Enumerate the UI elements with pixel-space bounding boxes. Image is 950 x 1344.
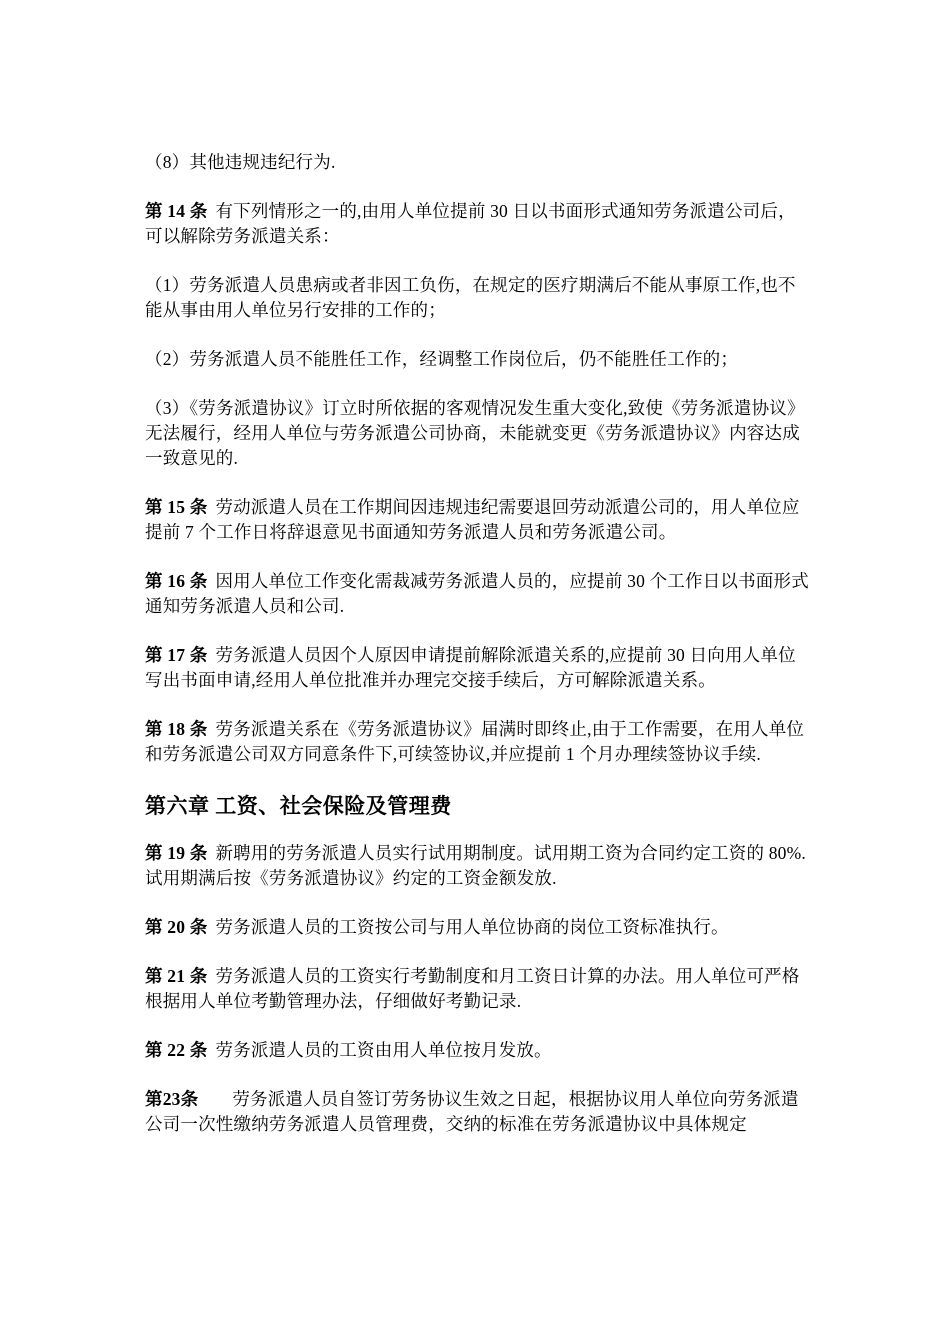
article-20: [145, 915, 813, 940]
article-14: [145, 199, 813, 249]
article-15: [145, 495, 813, 545]
list-item: （2）劳务派遣人员不能胜任工作，经调整工作岗位后，仍不能胜任工作的；: [145, 349, 739, 369]
article-21: [145, 964, 813, 1014]
article-number: 第 17 条: [145, 645, 208, 665]
article-text: 劳动派遣人员在工作期间因违规违纪需要退回劳动派遣公司的，用人单位应提前 7 个工作日将辞退意见书面通知劳务派遣人员和劳务派遣公司。: [145, 497, 800, 542]
article-number: 第 16 条: [145, 571, 208, 591]
article-text: 劳务派遣人员因个人原因申请提前解除派遣关系的,应提前 30 日向用人单位写出书面申请,经用人单位批准并办理完交接手续后，方可解除派遣关系。: [145, 645, 796, 690]
article-17: [145, 643, 813, 693]
article-text: 劳务派遣关系在《劳务派遣协议》届满时即终止,由于工作需要，在用人单位和劳务派遣公司双方同意条件下,可续签协议,并应提前 1 个月办理续签协议手续.: [145, 719, 805, 764]
article-text: 因用人单位工作变化需裁减劳务派遣人员的，应提前 30 个工作日以书面形式通知劳务派遣人员和公司.: [145, 571, 809, 616]
article-number: 第 18 条: [145, 719, 208, 739]
article-text: 新聘用的劳务派遣人员实行试用期制度。试用期工资为合同约定工资的 80%.试用期满后按《劳务派遣协议》约定的工资金额发放.: [145, 843, 806, 888]
article-number: 第 21 条: [145, 966, 208, 986]
article-text: 劳务派遣人员的工资实行考勤制度和月工资日计算的办法。用人单位可严格根据用人单位考勤管理办法，仔细做好考勤记录.: [145, 966, 800, 1011]
list-item: （1）劳务派遣人员患病或者非因工负伤，在规定的医疗期满后不能从事原工作,也不能从事由用人单位另行安排的工作的；: [145, 275, 796, 320]
article-number: 第 22 条: [145, 1040, 208, 1060]
article-number: 第 15 条: [145, 497, 208, 517]
article-23: [145, 1087, 813, 1137]
article-number: 第 20 条: [145, 917, 208, 937]
article-text: 劳务派遣人员的工资按公司与用人单位协商的岗位工资标准执行。: [215, 917, 729, 937]
article-number: 第 14 条: [145, 201, 208, 221]
chapter-heading: 第六章 工资、社会保险及管理费: [145, 794, 452, 818]
article-number: 第23条: [145, 1089, 199, 1109]
list-item: （8）其他违规违纪行为.: [145, 152, 336, 172]
article-18: [145, 717, 813, 767]
article-text: 有下列情形之一的,由用人单位提前 30 日以书面形式通知劳务派遣公司后，可以解除劳务派遣关系：: [145, 201, 796, 246]
document-body: [145, 150, 813, 1161]
article-text: 劳务派遣人员的工资由用人单位按月发放。: [215, 1040, 552, 1060]
article-number: 第 19 条: [145, 843, 208, 863]
article-22: [145, 1038, 813, 1063]
article-16: [145, 569, 813, 619]
article-19: [145, 841, 813, 891]
article-text: 劳务派遣人员自签订劳务协议生效之日起，根据协议用人单位向劳务派遣公司一次性缴纳劳务派遣人员管理费，交纳的标准在劳务派遣协议中具体规定: [145, 1089, 799, 1134]
list-item: （3）《劳务派遣协议》订立时所依据的客观情况发生重大变化,致使《劳务派遣协议》无法履行，经用人单位与劳务派遣公司协商，未能就变更《劳务派遣协议》内容达成一致意见的.: [145, 398, 805, 468]
